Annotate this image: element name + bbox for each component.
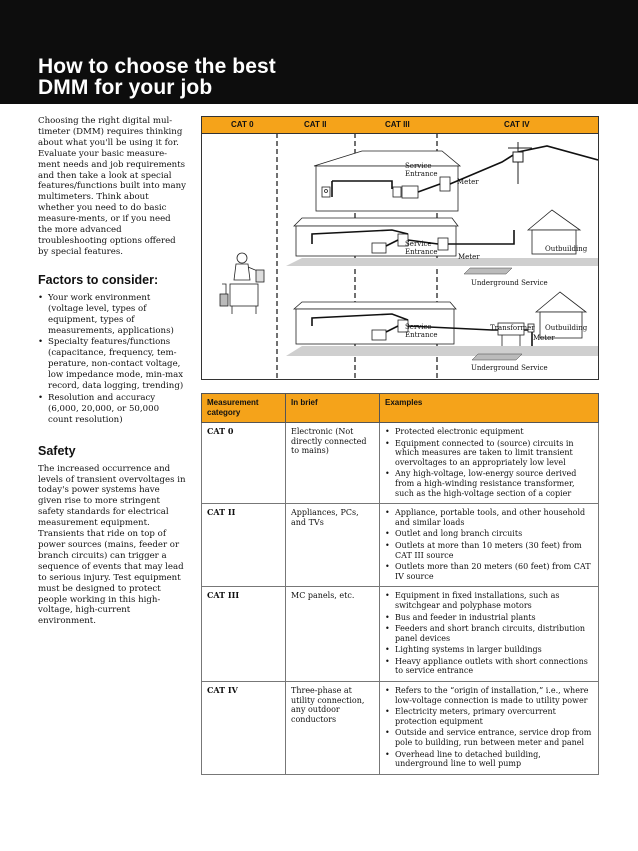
service-entrance-label-3: Service Entrance [405, 323, 438, 339]
example-item: • Outlet and long branch circuits [385, 529, 593, 539]
example-item: • Bus and feeder in industrial plants [385, 613, 593, 623]
left-column [38, 116, 186, 627]
examples-cell [380, 682, 599, 775]
cat-0-label: CAT 0 [231, 120, 254, 129]
meter-label-2: Meter [458, 253, 480, 261]
example-item: • Equipment in fixed installations, such as switchgear and polyphase motors [385, 591, 593, 610]
page-title [38, 56, 276, 98]
ground-strip-2 [286, 258, 598, 266]
category-cell: CAT IV [202, 682, 286, 775]
examples-cell [380, 423, 599, 504]
meter-label-1: Meter [457, 178, 479, 186]
examples-cell [380, 504, 599, 587]
brief-cell: MC panels, etc. [286, 587, 380, 682]
brief-cell: Appliances, PCs, and TVs [286, 504, 380, 587]
ground-strip-3 [286, 346, 598, 356]
cat-2-label: CAT II [304, 120, 327, 129]
example-item: • Lighting systems in larger buildings [385, 645, 593, 655]
example-item: • Outlets at more than 10 meters (30 feet) from CAT III source [385, 541, 593, 560]
factors-heading: Factors to consider: [38, 272, 159, 287]
category-cell: CAT 0 [202, 423, 286, 504]
example-item: • Outlets more than 20 meters (60 feet) from CAT IV source [385, 562, 593, 581]
table-row [202, 682, 599, 775]
underground-service-label-2: Underground Service [471, 364, 548, 372]
brief-cell: Electronic (Not directly connected to mains) [286, 423, 380, 504]
title-line-1: How to choose the best [38, 55, 276, 78]
column-header: Examples [380, 394, 599, 423]
utility-pole-icon [508, 142, 532, 184]
measurement-category-table [201, 393, 599, 775]
example-item: • Any high-voltage, low-energy source derived from a high-winding resistance transformer, such as the high-voltage section of a copier [385, 469, 593, 498]
example-item: • Feeders and short branch circuits, distribution panel devices [385, 624, 593, 643]
underground-service-label-1: Underground Service [471, 279, 548, 287]
example-item: • Outside and service entrance, service drop from pole to building, run between meter and panel [385, 728, 593, 747]
worker-bench-icon [220, 253, 264, 314]
column-header: Measurement category [202, 394, 286, 423]
factor-item: • Resolution and accuracy (6,000, 20,000, or 50,000 count resolution) [38, 393, 186, 426]
cat-3-label: CAT III [385, 120, 410, 129]
transformer-label: Transformer [490, 324, 535, 332]
example-item: • Heavy appliance outlets with short connections to service entrance [385, 657, 593, 676]
column-header: In brief [286, 394, 380, 423]
cat-4-label: CAT IV [504, 120, 530, 129]
table-row [202, 587, 599, 682]
example-item: • Refers to the “origin of installation,” i.e., where low-voltage connection is made to utility power [385, 686, 593, 705]
brief-cell: Three-phase at utility connection, any outdoor conductors [286, 682, 380, 775]
example-item: • Appliance, portable tools, and other household and similar loads [385, 508, 593, 527]
example-item: • Protected electronic equipment [385, 427, 593, 437]
factor-item: • Specialty features/functions (capacitance, frequency, tem-perature, non-contact voltage, low impedance mode, min-max record, data logging, trending) [38, 337, 186, 392]
example-item: • Equipment connected to (source) circuits in which measures are taken to limit transient overvoltages to an appropriately low level [385, 439, 593, 468]
table-row [202, 504, 599, 587]
meter-label-3: Meter [533, 334, 555, 342]
table-row [202, 423, 599, 504]
examples-cell [380, 587, 599, 682]
category-diagram [201, 116, 599, 380]
page-header [0, 0, 638, 104]
service-entrance-label-1: Service Entrance [405, 162, 438, 178]
intro-paragraph: Choosing the right digital mul-timeter (DMM) requires thinking about what you'll be using it for. Evaluate your basic measure-ment needs and job requirements and then take a look at special features/functions built into many multimeters. Think about whether you need to do basic measure-ments, or if you need the more advanced troubleshooting options offered by special features. [38, 116, 187, 257]
category-cell: CAT III [202, 587, 286, 682]
example-item: • Overhead line to detached building, underground line to well pump [385, 750, 593, 769]
example-item: • Electricity meters, primary overcurrent protection equipment [385, 707, 593, 726]
outbuilding-label-2: Outbuilding [545, 324, 588, 332]
safety-heading: Safety [38, 443, 76, 458]
factor-item: • Your work environment (voltage level, types of equipment, types of measurements, applications) [38, 293, 186, 337]
title-line-2: DMM for your job [38, 76, 213, 99]
safety-paragraph: The increased occurrence and levels of transient overvoltages in today's power systems have given rise to more stringent safety standards for electrical measurement equipment. Transients that ride on top of power sources (mains, feeder or branch circuits) can trigger a sequence of events that may lead to serious injury. Test equipment must be designed to protect people working in this high-voltage, high-current environment. [38, 463, 186, 627]
table-header-row [202, 394, 599, 423]
factors-list [38, 293, 186, 426]
service-entrance-label-2: Service Entrance [405, 240, 438, 256]
outbuilding-label-1: Outbuilding [545, 245, 588, 253]
category-bar [202, 117, 598, 134]
category-cell: CAT II [202, 504, 286, 587]
